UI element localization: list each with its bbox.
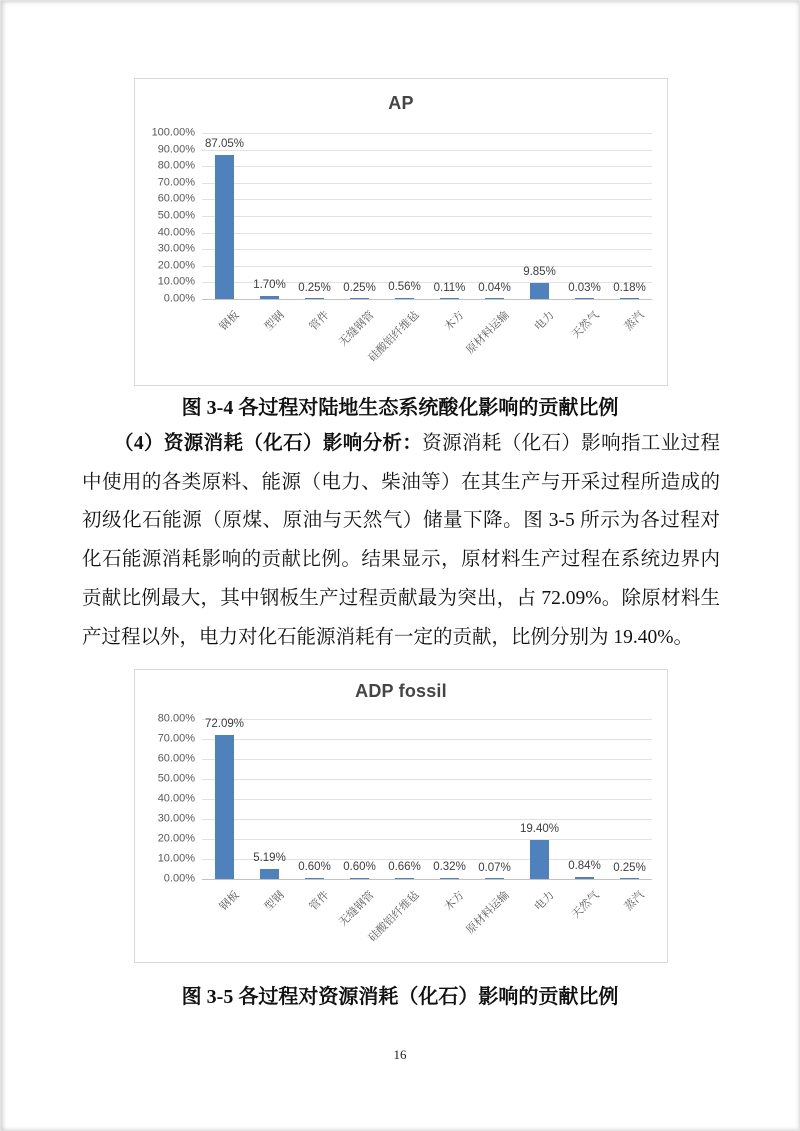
x-label-slot [517,299,562,369]
page-number: 16 [393,1047,407,1062]
y-axis-tick-label: 10.00% [157,852,195,865]
bar [530,283,549,299]
x-label-slot [247,299,292,369]
bar-slot [202,133,247,299]
paragraph-resource-depletion-analysis [82,425,720,657]
bar-value-label: 19.40% [519,823,560,836]
x-axis-category-label: 原材料运输 [463,309,512,357]
plot-column [202,133,652,369]
x-axis-category-label: 天然气 [569,309,602,341]
x-label-slot [517,879,562,949]
bar-slot [562,719,607,879]
bar-slot [607,133,652,299]
x-axis-category-label: 原材料运输 [463,889,512,937]
bar-value-label: 0.32% [433,861,466,874]
bar-slot [202,719,247,879]
bar-value-label: 0.25% [613,861,646,874]
bar-value-label: 0.04% [478,281,511,294]
bar [260,869,279,879]
bar [575,298,594,299]
bar [485,298,504,299]
bar [215,735,234,879]
x-label-slot [202,879,247,949]
y-axis-tick-label: 40.00% [157,226,195,239]
plot-column [202,719,652,949]
bar [530,840,549,879]
bar-value-label: 0.60% [298,860,331,873]
ap-bar-chart [134,78,668,386]
bar-slot [247,133,292,299]
y-axis-tick-label: 10.00% [157,275,195,288]
bar-slot [382,719,427,879]
bar-slot [382,133,427,299]
y-axis-tick-label: 0.00% [163,872,195,885]
bar-slot [427,133,472,299]
bar [395,878,414,879]
plot-row [143,126,652,369]
x-axis-category-label: 管件 [307,889,332,914]
bar [215,155,234,300]
x-axis-category-label: 型钢 [262,889,287,914]
bar-value-label: 0.03% [568,281,601,294]
x-axis-category-label: 管件 [307,309,332,334]
x-label-slot [247,879,292,949]
bar-value-label: 72.09% [204,717,245,730]
bar-value-label: 0.60% [343,860,376,873]
y-axis-tick-label: 90.00% [157,143,195,156]
bar [485,878,504,879]
y-axis-tick-label: 40.00% [157,792,195,805]
x-axis-category-label: 木方 [442,889,467,914]
x-label-slot [562,879,607,949]
y-axis-tick-label: 50.00% [157,209,195,222]
bar-value-label: 0.25% [343,281,376,294]
bar-slot [247,719,292,879]
bar-slot [517,133,562,299]
bars-container [202,719,652,879]
bar-slot [337,719,382,879]
x-axis-category-label: 蒸汽 [622,889,647,914]
plot-row [143,712,652,949]
bar [620,298,639,299]
figure-caption-3-4: 图 3-4 各过程对陆地生态系统酸化影响的贡献比例 [181,397,619,419]
paragraph-lead-bold: （4）资源消耗（化石）影响分析： [114,433,423,454]
bar-slot [472,719,517,879]
x-axis-category-label: 蒸汽 [622,309,647,334]
bar-value-label: 0.11% [433,281,466,294]
bar [440,878,459,879]
bar-slot [337,133,382,299]
x-axis-category-label: 无缝钢管 [336,309,377,349]
bar [620,878,639,879]
x-axis-category-label: 木方 [442,309,467,334]
bar [260,296,279,299]
x-axis-category-label: 无缝钢管 [336,889,377,929]
bar-slot [517,719,562,879]
bar-slot [292,719,337,879]
x-axis-category-label: 型钢 [262,309,287,334]
y-axis-tick-label: 60.00% [157,192,195,205]
y-axis-tick-label: 20.00% [157,832,195,845]
y-axis [143,126,202,305]
x-axis-category-label: 钢板 [217,889,242,914]
y-axis-tick-label: 80.00% [157,159,195,172]
y-axis-tick-label: 100.00% [151,126,195,139]
x-axis-category-label: 硅酸铝纤维毡 [365,309,422,365]
adp-fossil-bar-chart [134,669,668,963]
bar-value-label: 1.70% [253,279,286,292]
y-axis-tick-label: 80.00% [157,712,195,725]
x-axis-category-label: 天然气 [569,889,602,921]
plot-area [202,133,652,299]
bar-value-label: 5.19% [253,851,286,864]
x-axis-labels [202,879,652,949]
bar-slot [472,133,517,299]
plot-area [202,719,652,879]
bar-slot [562,133,607,299]
chart-title: ADP fossil [355,681,447,701]
bar-slot [607,719,652,879]
bar [350,298,369,299]
bar [575,877,594,879]
bars-container [202,133,652,299]
y-axis-tick-label: 70.00% [157,732,195,745]
x-axis-line [202,299,652,300]
x-label-slot [292,299,337,369]
x-label-slot [365,879,427,949]
x-label-slot [607,879,652,949]
x-axis-category-label: 钢板 [217,309,242,334]
x-label-slot [607,299,652,369]
bar-value-label: 0.25% [298,281,331,294]
bar-value-label: 0.18% [613,281,646,294]
bar-value-label: 9.85% [523,265,556,278]
bar-value-label: 87.05% [204,137,245,150]
bar [305,298,324,299]
y-axis-tick-label: 30.00% [157,812,195,825]
paragraph-body-text: 资源消耗（化石）影响指工业过程中使用的各类原料、能源（电力、柴油等）在其生产与开采过程所造成的初级化石能源（原煤、原油与天然气）储量下降。图 3-5 所示为各过程对化石能源消耗影响的贡献比例。结果显示，原材料生产过程在系统边界内贡献比例最大，其中钢板生产过程贡献最为突出，占 72.09%。除原材料生产过程以外，电力对化石能源消耗有一定的贡献，比例分别为 19.40%。 [82,433,720,648]
chart-title: AP [388,93,414,113]
x-label-slot [562,299,607,369]
bar-value-label: 0.84% [568,860,601,873]
bar-value-label: 0.56% [388,281,421,294]
x-axis-category-label: 硅酸铝纤维毡 [365,889,422,945]
figure-caption-3-5: 图 3-5 各过程对资源消耗（化石）影响的贡献比例 [181,986,619,1008]
bar-value-label: 0.66% [388,860,421,873]
y-axis-tick-label: 0.00% [163,292,195,305]
y-axis-tick-label: 70.00% [157,176,195,189]
bar [440,298,459,299]
x-label-slot [427,879,472,949]
bar-slot [292,133,337,299]
x-label-slot [463,879,517,949]
x-label-slot [427,299,472,369]
bar [350,878,369,879]
y-axis-tick-label: 50.00% [157,772,195,785]
y-axis-tick-label: 20.00% [157,259,195,272]
y-axis [143,712,202,885]
x-label-slot [202,299,247,369]
x-label-slot [292,879,337,949]
bar [305,878,324,879]
bar-value-label: 0.07% [478,861,511,874]
x-axis-labels [202,299,652,369]
x-axis-line [202,879,652,880]
y-axis-tick-label: 30.00% [157,242,195,255]
bar [395,298,414,299]
x-axis-category-label: 电力 [532,309,557,334]
x-label-slot [365,299,427,369]
y-axis-tick-label: 60.00% [157,752,195,765]
x-axis-category-label: 电力 [532,889,557,914]
bar-slot [427,719,472,879]
x-label-slot [463,299,517,369]
